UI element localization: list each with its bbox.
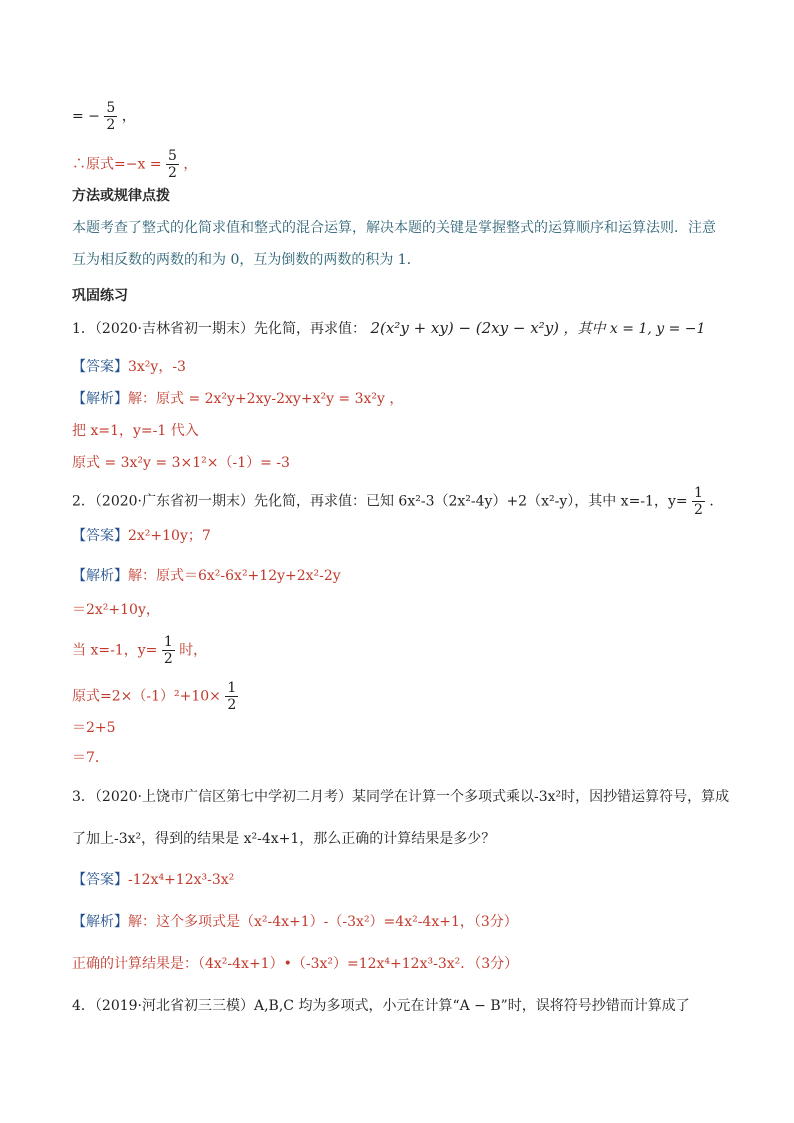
result-line-2: ∴原式=−x = $\frac{5}{2}$ ， <box>72 148 198 181</box>
q3-analysis-2: 正确的计算结果是：（4x²-4x+1）•（-3x²）=12x⁴+12x³-3x²．（3分） <box>72 956 519 972</box>
practice-heading: 巩固练习 <box>72 288 128 304</box>
q2-analysis-2: ＝2x²+10y， <box>72 602 160 618</box>
q3-stem-2: 了加上-3x²，得到的结果是 x²-4x+1，那么正确的计算结果是多少？ <box>72 831 496 847</box>
result-line-1: = − $\frac{5}{2}$ ， <box>72 100 136 133</box>
q1-answer: 【答案】3x²y，-3 <box>72 359 186 375</box>
q2-analysis-5: ＝2+5 <box>72 720 116 736</box>
q2-analysis-1: 【解析】解：原式＝6x²-6x²+12y+2x²-2y <box>72 568 341 584</box>
method-body: 本题考查了整式的化简求值和整式的混合运算，解决本题的关键是掌握整式的运算顺序和运算法则．注意互为相反数的两数的和为 0，互为倒数的两数的积为 1． <box>72 220 716 268</box>
q1-stem: 1．（2020·吉林省初一期末）先化简，再求值： 2(x²y + xy) − (2xy − x²y) ，其中 x = 1, y = −1 <box>72 319 706 337</box>
q2-answer: 【答案】2x²+10y；7 <box>72 528 211 544</box>
fraction: $\frac{5}{2}$ <box>106 100 116 133</box>
q3-analysis-1: 【解析】解：这个多项式是（x²-4x+1）-（-3x²）=4x²-4x+1，（3分） <box>72 914 518 930</box>
fraction: $\frac{1}{2}$ <box>163 634 173 667</box>
q4-stem: 4．（2019·河北省初三三模）A,B,C 均为多项式，小元在计算“A − B”时，误将符号抄错而计算成了 <box>72 998 690 1014</box>
fraction: $\frac{1}{2}$ <box>227 680 237 713</box>
q1-analysis-2: 把 x=1，y=-1 代入 <box>72 423 199 439</box>
method-heading: 方法或规律点拨 <box>72 188 170 204</box>
q2-stem: 2．（2020·广东省初一期末）先化简，再求值：已知 6x²-3（2x²-4y）+2（x²-y），其中 x=-1，y= $\frac{1}{2}$ ． <box>72 485 724 518</box>
q2-analysis-6: ＝7． <box>72 750 109 766</box>
fraction: $\frac{1}{2}$ <box>694 485 703 518</box>
q1-analysis-1: 【解析】解：原式 = 2x²y+2xy-2xy+x²y = 3x²y ， <box>72 391 404 407</box>
fraction: $\frac{5}{2}$ <box>168 148 177 181</box>
q1-analysis-3: 原式 = 3x²y = 3×1²×（-1）= -3 <box>72 455 290 471</box>
q3-answer: 【答案】-12x⁴+12x³-3x² <box>72 872 235 888</box>
q2-analysis-3: 当 x=-1，y= $\frac{1}{2}$ 时， <box>72 634 208 667</box>
q2-analysis-4: 原式=2×（-1）²+10× $\frac{1}{2}$ <box>72 680 237 713</box>
q3-stem-1: 3．（2020·上饶市广信区第七中学初二月考）某同学在计算一个多项式乘以-3x²时，因抄错运算符号，算成 <box>72 789 730 805</box>
